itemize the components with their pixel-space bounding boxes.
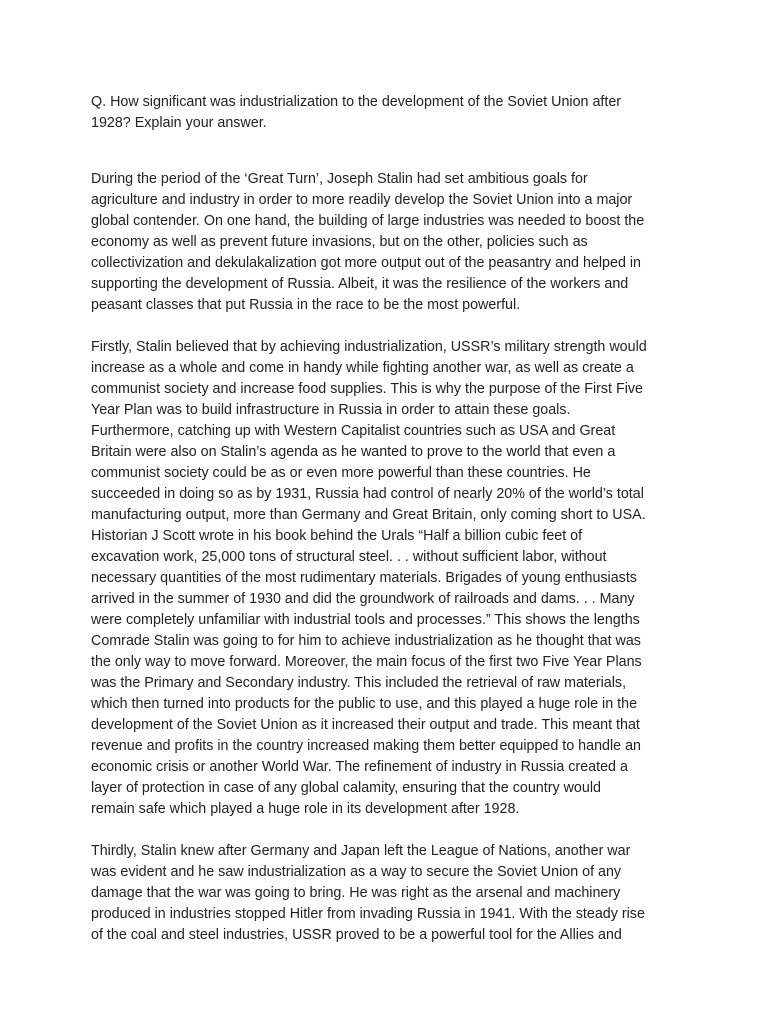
paragraph-introduction: During the period of the ‘Great Turn’, Joseph Stalin had set ambitious goals for agriculture and industry in order to more readily develop the Soviet Union into a major global contender. On one hand, the building of large industries was needed to boost the economy as well as prevent future invasions, but on the other, policies such as collectivization and dekulakalization got more output out of the peasantry and helped in supporting the development of Russia. Albeit, it was the resilience of the workers and peasant classes that put Russia in the race to be the most powerful. [91, 171, 645, 313]
document-body [91, 92, 679, 946]
essay-question: Q. How significant was industrialization to the development of the Soviet Union after 1928? Explain your answer. [91, 94, 622, 131]
paragraph-thirdly: Thirdly, Stalin knew after Germany and Japan left the League of Nations, another war was evident and he saw industrialization as a way to secure the Soviet Union of any damage that the war was going to bring. He was right as the arsenal and machinery produced in industries stopped Hitler from invading Russia in 1941. With the steady rise of the coal and steel industries, USSR proved to be a powerful tool for the Allies and [91, 843, 645, 943]
paragraph-firstly: Firstly, Stalin believed that by achieving industrialization, USSR’s military strength would increase as a whole and come in handy while fighting another war, as well as create a communist society and increase food supplies. This is why the purpose of the First Five Year Plan was to build infrastructure in Russia in order to attain these goals. Furthermore, catching up with Western Capitalist countries such as USA and Great Britain were also on Stalin’s agenda as he wanted to prove to the world that even a communist society could be as or even more powerful than these countries. He succeeded in doing so as by 1931, Russia had control of nearly 20% of the world’s total manufacturing output, more than Germany and Great Britain, only coming short to USA. Historian J Scott wrote in his book behind the Urals “Half a billion cubic feet of excavation work, 25,000 tons of structural steel. . . without sufficient labor, without necessary quantities of the most rudimentary materials. Brigades of young enthusiasts arrived in the summer of 1930 and did the groundwork of railroads and dams. . . Many were completely unfamiliar with industrial tools and processes.” This shows the lengths Comrade Stalin was going to for him to achieve industrialization as he thought that was the only way to move forward. Moreover, the main focus of the first two Five Year Plans was the Primary and Secondary industry. This included the retrieval of raw materials, which then turned into products for the public to use, and this played a huge role in the development of the Soviet Union as it increased their output and trade. This meant that revenue and profits in the country increased making them better equipped to handle an economic crisis or another World War. The refinement of industry in Russia created a layer of protection in case of any global calamity, ensuring that the country would remain safe which played a huge role in its development after 1928. [91, 339, 647, 817]
